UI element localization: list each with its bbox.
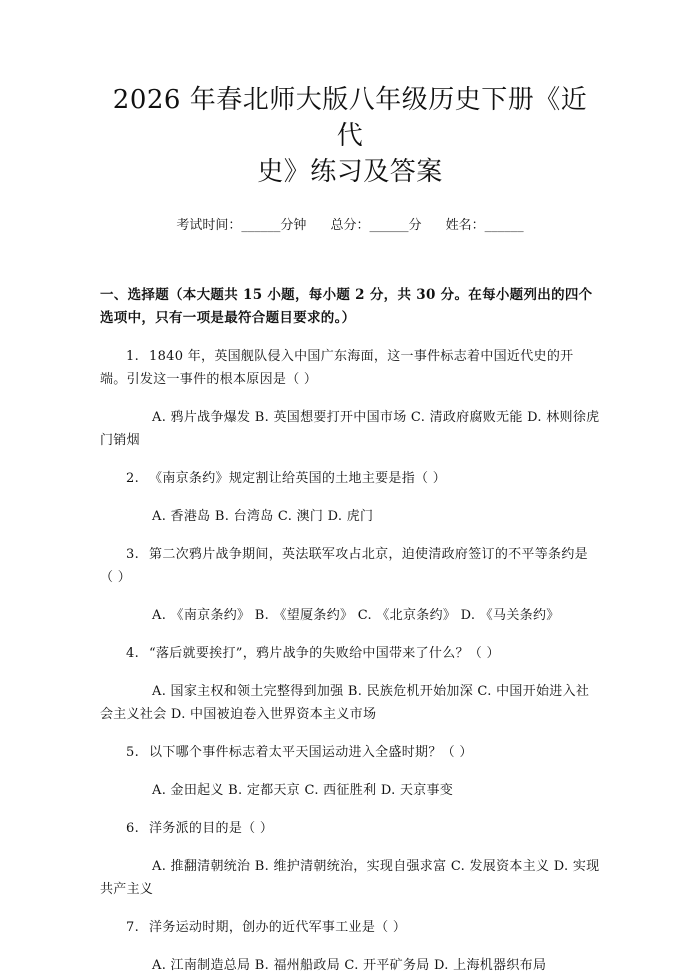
- question-options: A. 推翻清朝统治 B. 维护清朝统治，实现自强求富 C. 发展资本主义 D. 实现共产主义: [100, 859, 600, 897]
- question-options: A. 江南制造总局 B. 福州船政局 C. 开平矿务局 D. 上海机器织布局: [152, 958, 547, 973]
- question-options: A. 金田起义 B. 定都天京 C. 西征胜利 D. 天京事变: [152, 783, 454, 798]
- document-title: [100, 0, 600, 190]
- question-3: [100, 543, 600, 627]
- section-heading-multiple-choice: 一、选择题（本大题共 15 小题，每小题 2 分，共 30 分。在每小题列出的四个选项中，只有一项是最符合题目要求的。）: [100, 287, 593, 326]
- question-body: “落后就要挨打”，鸦片战争的失败给中国带来了什么？（ ）: [149, 646, 500, 661]
- question-text: [100, 642, 600, 665]
- question-2: [100, 467, 600, 528]
- question-5: [100, 741, 600, 802]
- question-number: 2.: [126, 471, 140, 486]
- question-body: 1840 年，英国舰队侵入中国广东海面，这一事件标志着中国近代史的开端。引发这一事件的根本原因是（ ）: [100, 349, 574, 387]
- question-4: [100, 642, 600, 726]
- question-options: A. 香港岛 B. 台湾岛 C. 澳门 D. 虎门: [152, 509, 374, 524]
- title-line-1: 2026 年春北师大版八年级历史下册《近代: [112, 85, 588, 151]
- question-text: [100, 741, 600, 764]
- question-1: [100, 345, 600, 452]
- question-number: 5.: [126, 745, 140, 760]
- question-text: [100, 916, 600, 939]
- question-text: [100, 345, 600, 391]
- question-body: 洋务派的目的是（ ）: [149, 821, 274, 836]
- question-number: 1.: [126, 349, 140, 364]
- question-options: A. 国家主权和领土完整得到加强 B. 民族危机开始加深 C. 中国开始进入社会主义社会 D. 中国被迫卷入世界资本主义市场: [100, 684, 590, 722]
- total-score-field: 总分：______分: [330, 218, 422, 233]
- question-body: 以下哪个事件标志着太平天国运动进入全盛时期？（ ）: [149, 745, 473, 760]
- title-line-2: 史》练习及答案: [257, 157, 443, 187]
- question-number: 3.: [126, 547, 140, 562]
- question-options: A. 鸦片战争爆发 B. 英国想要打开中国市场 C. 清政府腐败无能 D. 林则徐虎门销烟: [100, 410, 600, 448]
- exam-time-field: 考试时间：______分钟: [176, 218, 307, 233]
- student-name-field: 姓名：______: [445, 218, 524, 233]
- question-options: A. 《南京条约》 B. 《望厦条约》 C. 《北京条约》 D. 《马关条约》: [152, 608, 560, 623]
- question-text: [100, 543, 600, 589]
- question-body: 第二次鸦片战争期间，英法联军攻占北京，迫使清政府签订的不平等条约是（ ）: [100, 547, 588, 585]
- question-body: 《南京条约》规定割让给英国的土地主要是指（ ）: [149, 471, 447, 486]
- question-number: 7.: [126, 920, 140, 935]
- question-number: 4.: [126, 646, 140, 661]
- exam-info: [100, 216, 600, 236]
- question-body: 洋务运动时期，创办的近代军事工业是（ ）: [149, 920, 407, 935]
- question-text: [100, 467, 600, 490]
- question-7: [100, 916, 600, 977]
- question-6: [100, 817, 600, 901]
- question-number: 6.: [126, 821, 140, 836]
- question-text: [100, 817, 600, 840]
